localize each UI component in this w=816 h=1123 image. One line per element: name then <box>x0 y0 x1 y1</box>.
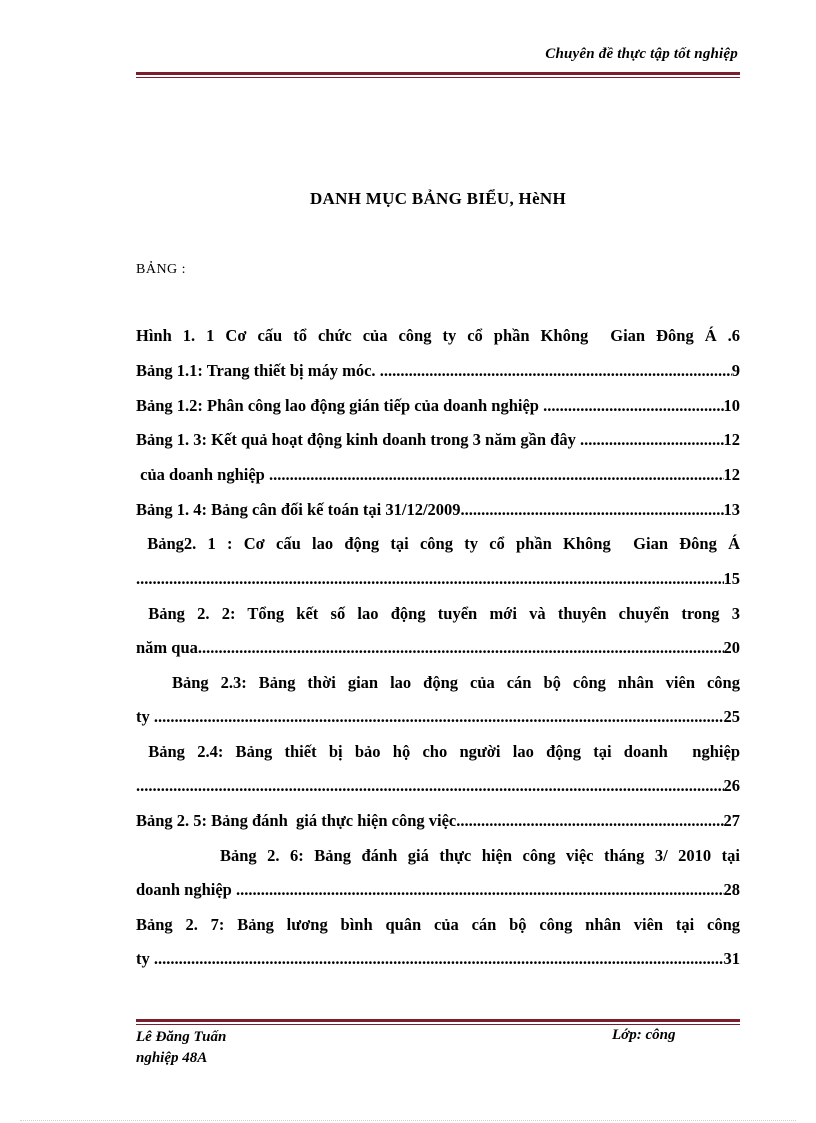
toc-entry[interactable] <box>136 569 740 591</box>
toc-entry-text: Bảng 2. 6: Bảng đánh giá thực hiện công việc tháng 3/ 2010 tại <box>136 846 740 865</box>
page-title: DANH MỤC BẢNG BIỂU, HèNH <box>309 189 567 208</box>
toc-leader-dots <box>380 361 732 381</box>
toc-leader-dots <box>269 465 724 485</box>
toc-entry-text: ty <box>136 949 154 968</box>
toc-entry-text: Bảng 2. 5: Bảng đánh giá thực hiện công việc <box>136 811 457 830</box>
toc-entry[interactable] <box>136 396 740 418</box>
toc-entry[interactable] <box>136 500 740 522</box>
toc-entry[interactable] <box>136 673 740 695</box>
toc-entry-text: Bảng 2.3: Bảng thời gian lao động của cán bộ công nhân viên công <box>136 673 740 692</box>
footer-author-block <box>136 1027 226 1069</box>
toc-entry[interactable] <box>136 534 740 556</box>
toc-page-number: 9 <box>731 361 740 380</box>
toc-entry-text: năm qua <box>136 638 198 657</box>
toc-page-number: 10 <box>723 396 740 415</box>
toc-page-number: 26 <box>723 776 740 795</box>
toc-entry-text: ty <box>136 707 154 726</box>
toc-leader-dots <box>456 811 723 831</box>
header-divider <box>136 72 740 78</box>
toc-leader-dots <box>154 707 724 727</box>
toc-entry[interactable] <box>136 707 740 729</box>
toc-entry-text: Bảng2. 1 : Cơ cấu lao động tại công ty cổ phần Không Gian Đông Á <box>136 534 740 553</box>
toc-entry-text: Bảng 1. 4: Bảng cân đối kế toán tại 31/12/2009 <box>136 500 461 519</box>
footer-author: Lê Đăng Tuấn <box>136 1029 227 1045</box>
toc-entry-text: Bảng 2.4: Bảng thiết bị bảo hộ cho người lao động tại doanh nghiệp <box>136 742 740 761</box>
toc-entry[interactable] <box>136 326 740 348</box>
toc-entry[interactable] <box>136 811 740 833</box>
toc-entry[interactable] <box>136 604 740 626</box>
section-label: BẢNG : <box>136 262 187 277</box>
toc-entry[interactable] <box>136 846 740 868</box>
footer-class: Lớp: công <box>612 1027 676 1043</box>
toc-page-number: 15 <box>723 569 740 588</box>
toc-leader-dots <box>461 500 724 520</box>
toc-entry[interactable] <box>136 742 740 764</box>
toc-leader-dots <box>154 949 724 969</box>
toc-page-number: 12 <box>723 465 740 484</box>
toc-leader-dots <box>136 569 724 589</box>
toc-entry[interactable] <box>136 949 740 971</box>
toc-entry[interactable] <box>136 915 740 937</box>
footer-divider <box>136 1019 740 1025</box>
toc-entry[interactable] <box>136 465 740 487</box>
toc-entry-text: Bảng 1.2: Phân công lao động gián tiếp của doanh nghiệp <box>136 396 544 415</box>
toc-entry[interactable] <box>136 638 740 660</box>
toc-page-number: 31 <box>723 949 740 968</box>
toc-entry-text: của doanh nghiệp <box>136 465 269 484</box>
footer-class-continued: nghiệp 48A <box>136 1050 208 1066</box>
running-header: Chuyên đề thực tập tốt nghiệp <box>545 46 738 62</box>
toc-leader-dots <box>236 880 724 900</box>
toc-page-number: 27 <box>723 811 740 830</box>
toc-page-number: 28 <box>723 880 740 899</box>
toc-entry-text: Bảng 2. 2: Tổng kết số lao động tuyển mới và thuyên chuyển trong 3 <box>136 604 740 623</box>
toc-entry[interactable] <box>136 430 740 452</box>
toc-entry-text: Bảng 2. 7: Bảng lương bình quân của cán bộ công nhân viên tại công <box>136 915 740 934</box>
toc-entry-text: Hình 1. 1 Cơ cấu tổ chức của công ty cổ phần Không Gian Đông Á .6 <box>136 326 740 345</box>
toc-page-number: 20 <box>723 638 740 657</box>
toc-leader-dots <box>580 430 724 450</box>
toc-leader-dots <box>198 638 724 658</box>
toc-entry[interactable] <box>136 361 740 383</box>
toc-page-number: 12 <box>723 430 740 449</box>
toc-entry[interactable] <box>136 776 740 798</box>
toc-entry-text: Bảng 1.1: Trang thiết bị máy móc. <box>136 361 380 380</box>
toc-leader-dots <box>136 776 724 796</box>
toc-entry[interactable] <box>136 880 740 902</box>
page-edge <box>20 1120 796 1121</box>
toc-page-number: 25 <box>723 707 740 726</box>
toc-leader-dots <box>543 396 723 416</box>
toc-entry-text: Bảng 1. 3: Kết quả hoạt động kinh doanh trong 3 năm gần đây <box>136 430 580 449</box>
toc-page-number: 13 <box>723 500 740 519</box>
toc-entry-text: doanh nghiệp <box>136 880 236 899</box>
